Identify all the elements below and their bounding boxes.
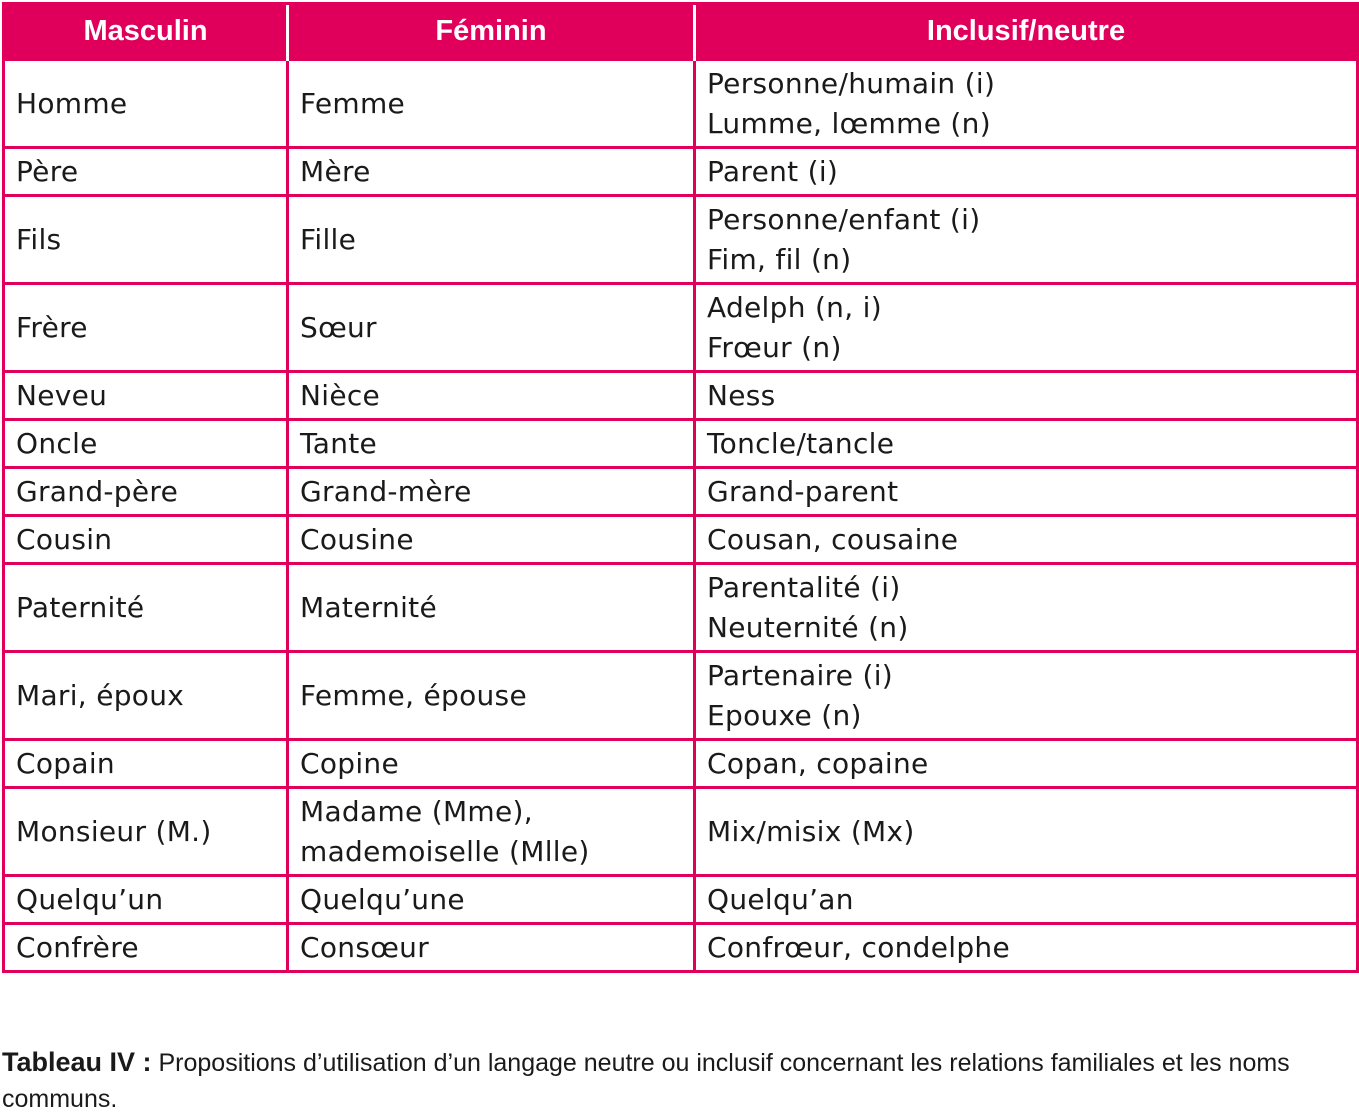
cell-masculin: Quelqu’un [4,876,288,924]
cell-inclusif-neutre [695,148,1358,196]
cell-inclusif-neutre-line: Parentalité (i) [707,570,901,604]
cell-inclusif-neutre-line: Personne/enfant (i) [707,202,981,236]
cell-inclusif-neutre [695,876,1358,924]
cell-feminin [288,564,695,652]
cell-inclusif-neutre [695,564,1358,652]
table-row [4,740,1358,788]
cell-feminin-line: Consœur [300,930,430,964]
cell-feminin [288,196,695,284]
cell-masculin: Homme [4,60,288,148]
cell-inclusif-neutre [695,740,1358,788]
header-masculin: Masculin [4,4,288,60]
table-body [4,60,1358,972]
cell-feminin [288,652,695,740]
cell-inclusif-neutre-line: Epouxe (n) [707,698,862,732]
cell-feminin-line: Quelqu’une [300,882,465,916]
cell-feminin-line: Sœur [300,310,377,344]
cell-inclusif-neutre-line: Cousan, cousaine [707,522,959,556]
table-row [4,148,1358,196]
table-row [4,516,1358,564]
table-row [4,924,1358,972]
cell-inclusif-neutre [695,788,1358,876]
cell-inclusif-neutre-line: Parent (i) [707,154,839,188]
cell-masculin: Grand-père [4,468,288,516]
cell-feminin-line: Nièce [300,378,381,412]
cell-inclusif-neutre-line: Partenaire (i) [707,658,894,692]
cell-inclusif-neutre-line: Neuternité (n) [707,610,909,644]
relations-table-container [2,2,1356,973]
cell-masculin: Monsieur (M.) [4,788,288,876]
cell-feminin [288,420,695,468]
cell-feminin-line: Grand-mère [300,474,472,508]
cell-inclusif-neutre-line: Mix/misix (Mx) [707,814,915,848]
cell-inclusif-neutre-line: Copan, copaine [707,746,929,780]
caption-text: Propositions d’utilisation d’un langage neutre ou inclusif concernant les relations familiales et les noms communs. [2,1049,1290,1113]
cell-inclusif-neutre-line: Frœur (n) [707,330,842,364]
table-row [4,468,1358,516]
cell-masculin: Neveu [4,372,288,420]
cell-masculin: Confrère [4,924,288,972]
cell-inclusif-neutre [695,924,1358,972]
cell-feminin [288,284,695,372]
cell-feminin [288,740,695,788]
cell-feminin-line: Femme, épouse [300,678,527,712]
cell-inclusif-neutre [695,420,1358,468]
header-feminin: Féminin [288,4,695,60]
table-row [4,652,1358,740]
cell-feminin [288,148,695,196]
table-row [4,196,1358,284]
cell-masculin: Père [4,148,288,196]
cell-feminin-line: Femme [300,86,406,120]
table-row [4,60,1358,148]
cell-feminin [288,876,695,924]
cell-inclusif-neutre [695,60,1358,148]
cell-masculin: Mari, époux [4,652,288,740]
cell-inclusif-neutre-line: Ness [707,378,776,412]
table-row [4,372,1358,420]
cell-feminin-line: Madame (Mme), [300,794,533,828]
table-row [4,876,1358,924]
cell-feminin-line: Cousine [300,522,414,556]
cell-feminin [288,60,695,148]
cell-masculin: Copain [4,740,288,788]
cell-inclusif-neutre [695,468,1358,516]
cell-feminin-line: mademoiselle (Mlle) [300,834,590,868]
cell-inclusif-neutre-line: Toncle/tancle [707,426,895,460]
cell-inclusif-neutre-line: Quelqu’an [707,882,854,916]
header-inclusif-neutre: Inclusif/neutre [695,4,1358,60]
cell-feminin [288,468,695,516]
table-row [4,788,1358,876]
cell-inclusif-neutre-line: Fim, fil (n) [707,242,852,276]
cell-masculin: Cousin [4,516,288,564]
cell-feminin [288,788,695,876]
relations-table [2,2,1359,973]
cell-feminin-line: Copine [300,746,400,780]
cell-inclusif-neutre [695,284,1358,372]
cell-inclusif-neutre-line: Grand-parent [707,474,899,508]
caption-label: Tableau IV : [2,1047,152,1077]
table-row [4,564,1358,652]
cell-inclusif-neutre [695,372,1358,420]
cell-feminin-line: Mère [300,154,371,188]
cell-feminin-line: Maternité [300,590,437,624]
cell-masculin: Oncle [4,420,288,468]
table-row [4,420,1358,468]
cell-inclusif-neutre [695,196,1358,284]
cell-inclusif-neutre [695,516,1358,564]
cell-inclusif-neutre [695,652,1358,740]
cell-masculin: Paternité [4,564,288,652]
cell-masculin: Frère [4,284,288,372]
cell-inclusif-neutre-line: Personne/humain (i) [707,66,996,100]
cell-inclusif-neutre-line: Adelph (n, i) [707,290,882,324]
cell-feminin-line: Fille [300,222,357,256]
cell-feminin [288,516,695,564]
table-row [4,284,1358,372]
cell-feminin [288,372,695,420]
cell-inclusif-neutre-line: Lumme, lœmme (n) [707,106,991,140]
cell-inclusif-neutre-line: Confrœur, condelphe [707,930,1010,964]
cell-masculin: Fils [4,196,288,284]
table-header-row [4,4,1358,60]
cell-feminin-line: Tante [300,426,378,460]
cell-feminin [288,924,695,972]
table-caption [2,1044,1358,1117]
